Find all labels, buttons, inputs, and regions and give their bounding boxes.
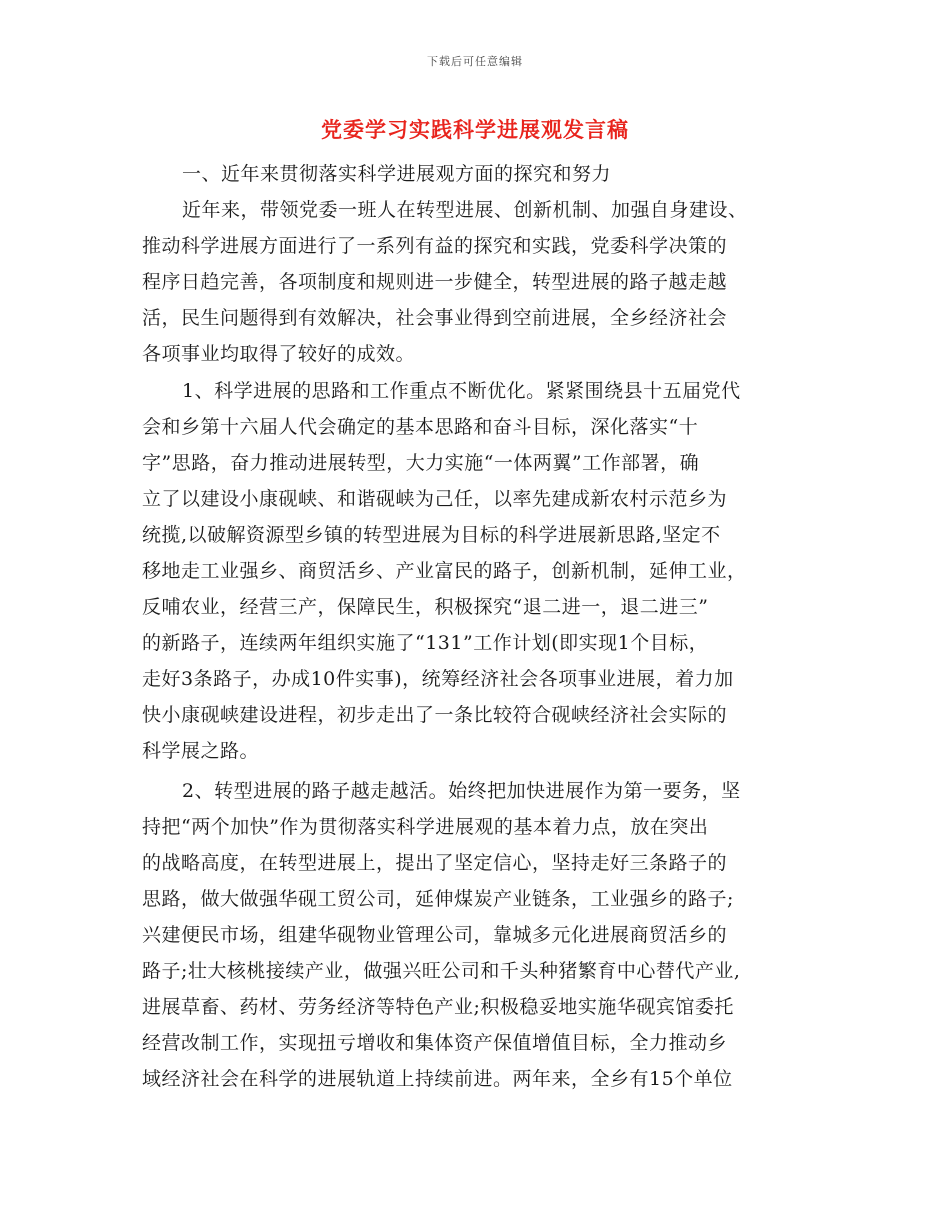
paragraph-line: 思路，做大做强华砚工贸公司，延伸煤炭产业链条，工业强乡的路子; xyxy=(142,888,734,910)
paragraph-line: 1、科学进展的思路和工作重点不断优化。紧紧围绕县十五届党代 xyxy=(182,380,741,402)
paragraph-line: 移地走工业强乡、商贸活乡、产业富民的路子，创新机制，延伸工业， xyxy=(142,560,747,582)
document-body xyxy=(142,156,812,1097)
paragraph-line: 路子;壮大核桃接续产业，做强兴旺公司和千头种猪繁育中心替代产业, xyxy=(142,960,741,982)
paragraph-line: 走好3条路子，办成10件实事)，统筹经济社会各项事业进展，着力加 xyxy=(142,668,734,690)
paragraph-line: 进展草畜、药材、劳务经济等特色产业;积极稳妥地实施华砚宾馆委托 xyxy=(142,996,734,1018)
paragraph-line: 近年来，带领党委一班人在转型进展、创新机制、加强自身建设、 xyxy=(182,199,748,221)
section-heading: 一、近年来贯彻落实科学进展观方面的探究和努力 xyxy=(182,163,612,185)
paragraph-line: 推动科学进展方面进行了一系列有益的探究和实践，党委科学决策的 xyxy=(142,235,728,257)
header-note: 下载后可任意编辑 xyxy=(427,55,523,68)
paragraph-line: 统揽,以破解资源型乡镇的转型进展为目标的科学进展新思路,坚定不 xyxy=(142,524,721,546)
paragraph-line: 持把“两个加快”作为贯彻落实科学进展观的基本着力点，放在突出 xyxy=(142,816,709,838)
paragraph-line: 兴建便民市场，组建华砚物业管理公司，靠城多元化进展商贸活乡的 xyxy=(142,924,728,946)
paragraph-line: 的战略高度，在转型进展上，提出了坚定信心，坚持走好三条路子的 xyxy=(142,852,728,874)
paragraph-line: 域经济社会在科学的进展轨道上持续前进。两年来，全乡有15个单位 xyxy=(142,1068,733,1090)
paragraph-line: 反哺农业，经营三产，保障民生，积极探究“退二进一，退二进三” xyxy=(142,596,709,618)
document-title: 党委学习实践科学进展观发言稿 xyxy=(321,117,629,142)
paragraph-line: 各项事业均取得了较好的成效。 xyxy=(142,343,416,365)
paragraph-line: 活，民生问题得到有效解决，社会事业得到空前进展，全乡经济社会 xyxy=(142,307,728,329)
paragraph-line: 经营改制工作，实现扭亏增收和集体资产保值增值目标，全力推动乡 xyxy=(142,1032,728,1054)
paragraph-line: 字”思路，奋力推动进展转型，大力实施“一体两翼”工作部署，确 xyxy=(142,452,700,474)
paragraph-line: 程序日趋完善，各项制度和规则进一步健全，转型进展的路子越走越 xyxy=(142,271,728,293)
paragraph-line: 立了以建设小康砚峡、和谐砚峡为己任，以率先建成新农村示范乡为 xyxy=(142,488,728,510)
paragraph-line: 科学展之路。 xyxy=(142,740,260,762)
paragraph-line: 会和乡第十六届人代会确定的基本思路和奋斗目标，深化落实“十 xyxy=(142,416,699,438)
paragraph-line: 的新路子，连续两年组织实施了“131”工作计划(即实现1个目标， xyxy=(142,632,709,654)
paragraph-line: 快小康砚峡建设进程，初步走出了一条比较符合砚峡经济社会实际的 xyxy=(142,704,728,726)
paragraph-line: 2、转型进展的路子越走越活。始终把加快进展作为第一要务，坚 xyxy=(182,780,741,802)
